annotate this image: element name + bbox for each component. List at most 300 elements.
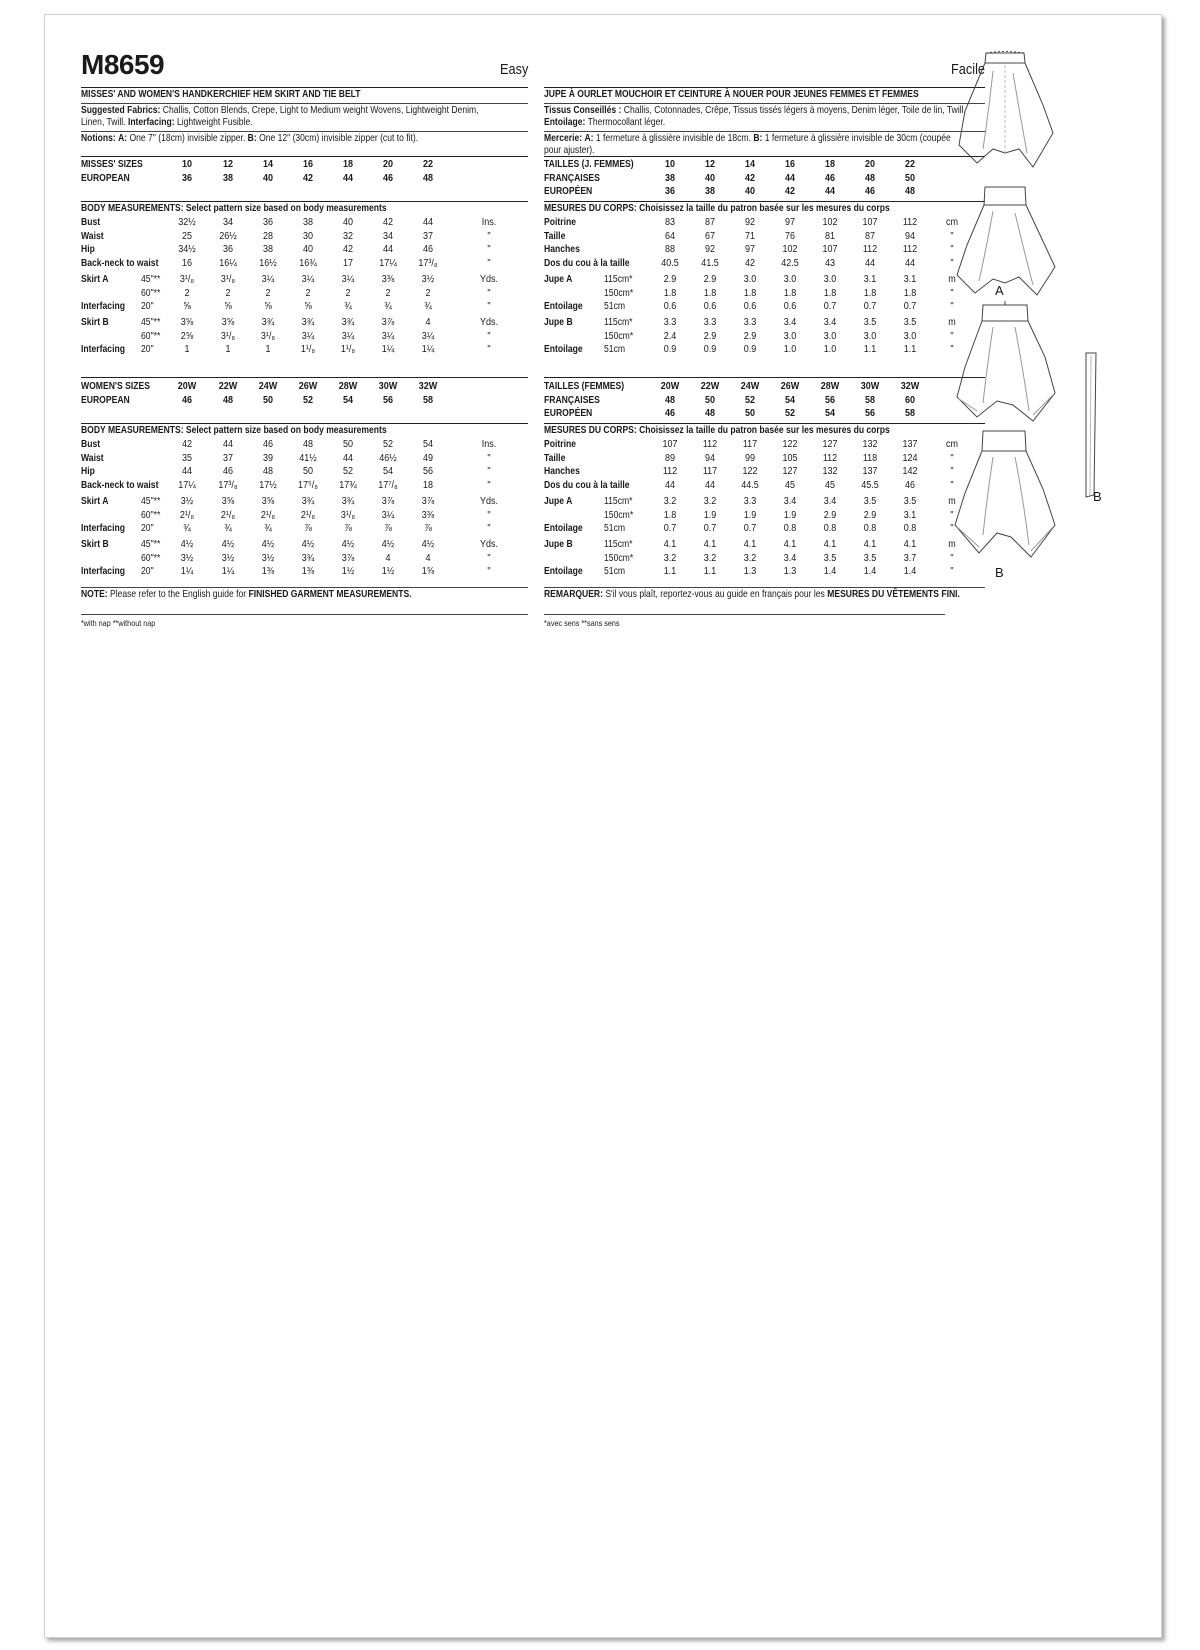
table-cell: 35 bbox=[181, 452, 193, 464]
table-cell: 36 bbox=[664, 186, 676, 197]
table-cell: 76 bbox=[784, 230, 796, 242]
table-cell: 4.1 bbox=[663, 538, 677, 550]
notions-line-fr-2: pour ajuster). bbox=[544, 145, 595, 156]
row-label: EUROPEAN bbox=[81, 172, 130, 184]
table-row bbox=[544, 230, 985, 243]
table-cell: 44 bbox=[824, 186, 836, 197]
table-cell: 54 bbox=[382, 466, 394, 478]
table-cell: 92 bbox=[704, 244, 716, 256]
table-cell: 1.8 bbox=[903, 287, 917, 299]
unit-label: " bbox=[950, 301, 954, 313]
table-cell: 118 bbox=[862, 452, 878, 464]
table-row bbox=[81, 438, 528, 451]
row-label: Taille bbox=[544, 452, 566, 464]
row-label: FRANÇAISES bbox=[544, 394, 600, 406]
row-label: Poitrine bbox=[544, 217, 577, 228]
table-row bbox=[544, 407, 985, 420]
difficulty-label: Easy bbox=[499, 61, 528, 78]
table-cell: 17¾ bbox=[339, 480, 357, 492]
table-cell: 1.1 bbox=[903, 344, 917, 356]
table-cell: 42 bbox=[382, 217, 394, 228]
table-cell: 46 bbox=[382, 172, 394, 184]
notions-line-fr: Mercerie: A: 1 fermeture à glissière invisible de 18cm. B: 1 fermeture à glissière invisible de 30cm (coupée bbox=[544, 133, 951, 144]
table-row bbox=[81, 522, 528, 535]
row-label: Hanches bbox=[544, 244, 580, 256]
table-cell: 107 bbox=[822, 244, 838, 256]
table-cell: 40 bbox=[704, 172, 716, 184]
unit-label: cm bbox=[945, 217, 959, 228]
row-label: Bust bbox=[81, 217, 101, 228]
table-cell: 3¹/₈ bbox=[260, 330, 276, 342]
table-cell: 87 bbox=[704, 217, 716, 228]
unit-label: " bbox=[950, 344, 954, 356]
fabric-width: 20" bbox=[141, 344, 154, 356]
skirt-b-back-illustration bbox=[953, 297, 1057, 425]
table-cell: 1 bbox=[225, 344, 231, 356]
table-cell: ¾ bbox=[384, 301, 392, 313]
row-label: Skirt A bbox=[81, 273, 109, 285]
table-row bbox=[81, 495, 528, 508]
table-cell: 94 bbox=[704, 452, 716, 464]
table-cell: 2 bbox=[225, 287, 231, 299]
table-cell: 2 bbox=[184, 287, 190, 299]
row-label: Skirt B bbox=[81, 316, 109, 328]
table-cell: 3.0 bbox=[783, 273, 797, 285]
table-cell: 0.6 bbox=[743, 301, 757, 313]
table-cell: 36 bbox=[181, 172, 193, 184]
fabric-width: 45"** bbox=[141, 316, 161, 328]
table-cell: 43 bbox=[824, 258, 836, 270]
table-cell: 32W bbox=[900, 381, 920, 392]
table-cell: 26W bbox=[780, 381, 800, 392]
note-line-fr: REMARQUER: S'il vous plaît, reportez-vous au guide en français pour les MESURES DU VÊTEMENTS FINI. bbox=[544, 589, 960, 600]
table-cell: 3¼ bbox=[341, 273, 355, 285]
table-cell: 54 bbox=[422, 439, 434, 450]
table-cell: 44.5 bbox=[741, 480, 759, 492]
fabrics-line-2: Linen, Twill. Interfacing: Lightweight Fusible. bbox=[81, 117, 253, 128]
table-cell: 0.7 bbox=[863, 301, 877, 313]
table-cell: 2 bbox=[305, 287, 311, 299]
pattern-title-fr: JUPE À OURLET MOUCHOIR ET CEINTURE À NOUER POUR JEUNES FEMMES ET FEMMES bbox=[544, 89, 919, 100]
unit-label: " bbox=[487, 523, 491, 535]
fabric-width: 60"** bbox=[141, 552, 161, 564]
table-cell: 17 bbox=[342, 258, 354, 270]
row-label: Entoilage bbox=[544, 566, 583, 578]
table-cell: 3¼ bbox=[341, 330, 355, 342]
table-cell: 112 bbox=[862, 244, 878, 256]
fabric-width: 60"** bbox=[141, 509, 161, 521]
table-cell: 44 bbox=[181, 466, 193, 478]
table-cell: 4.1 bbox=[743, 538, 757, 550]
table-cell: 17⁵/₈ bbox=[298, 480, 318, 492]
table-cell: 2.4 bbox=[663, 330, 677, 342]
fabrics-line-1: Suggested Fabrics: Challis, Cotton Blends, Crepe, Light to Medium weight Wovens, Lightweight Denim, bbox=[81, 105, 479, 116]
fabric-width: 20" bbox=[141, 566, 154, 578]
table-cell: 3.3 bbox=[743, 316, 757, 328]
fabric-width: 45"** bbox=[141, 495, 161, 507]
table-cell: 4 bbox=[425, 552, 431, 564]
table-cell: 4 bbox=[425, 316, 431, 328]
table-cell: 2.9 bbox=[663, 273, 677, 285]
table-row bbox=[544, 185, 985, 198]
table-cell: 17¼ bbox=[178, 480, 196, 492]
fabric-width: 115cm* bbox=[604, 538, 633, 550]
unit-label: Yds. bbox=[479, 538, 499, 550]
table-cell: 24W bbox=[258, 381, 278, 392]
table-cell: 16¾ bbox=[299, 258, 317, 270]
table-cell: ¾ bbox=[344, 301, 352, 313]
row-label: EUROPEAN bbox=[81, 394, 130, 406]
fabric-width: 115cm* bbox=[604, 316, 633, 328]
table-cell: 2¹/₈ bbox=[179, 509, 195, 521]
table-cell: 1.3 bbox=[783, 566, 797, 578]
table-cell: 3¾ bbox=[261, 316, 275, 328]
table-cell: 4.1 bbox=[783, 538, 797, 550]
table-cell: 16 bbox=[181, 258, 193, 270]
table-cell: 20W bbox=[660, 381, 680, 392]
table-cell: 39 bbox=[262, 452, 274, 464]
table-cell: 3.5 bbox=[863, 316, 877, 328]
row-label: Entoilage bbox=[544, 344, 583, 356]
table-cell: 46 bbox=[864, 186, 876, 197]
unit-label: " bbox=[487, 480, 491, 492]
row-label: Hanches bbox=[544, 466, 580, 478]
row-label: Jupe A bbox=[544, 273, 573, 285]
table-row bbox=[81, 257, 528, 270]
table-cell: 3¾ bbox=[301, 316, 315, 328]
unit-label: " bbox=[950, 244, 954, 256]
table-cell: 112 bbox=[702, 439, 718, 450]
table-cell: 3.0 bbox=[743, 273, 757, 285]
table-cell: 67 bbox=[704, 230, 716, 242]
table-row bbox=[81, 230, 528, 243]
table-cell: 50 bbox=[744, 408, 756, 419]
row-label: Entoilage bbox=[544, 301, 583, 313]
table-cell: 56 bbox=[382, 394, 394, 406]
table-row bbox=[81, 287, 528, 300]
table-cell: 4.1 bbox=[903, 538, 917, 550]
table-cell: 3¼ bbox=[421, 330, 435, 342]
view-b-label: B bbox=[995, 565, 1004, 580]
table-cell: 132 bbox=[862, 439, 878, 450]
table-row bbox=[544, 509, 985, 522]
table-cell: ⅝ bbox=[264, 301, 272, 313]
table-row bbox=[81, 452, 528, 465]
table-cell: 50 bbox=[904, 172, 916, 184]
note-line: NOTE: Please refer to the English guide for FINISHED GARMENT MEASUREMENTS. bbox=[81, 589, 412, 600]
table-cell: 0.8 bbox=[863, 523, 877, 535]
table-cell: 4½ bbox=[261, 538, 275, 550]
table-cell: 3.5 bbox=[903, 495, 917, 507]
table-cell: 2.9 bbox=[823, 509, 837, 521]
unit-label: Ins. bbox=[481, 217, 497, 228]
unit-label: " bbox=[950, 258, 954, 270]
table-row bbox=[544, 273, 985, 286]
table-cell: 1⅜ bbox=[261, 566, 275, 578]
table-cell: 1.8 bbox=[663, 287, 677, 299]
row-label: Skirt B bbox=[81, 538, 109, 550]
table-cell: 122 bbox=[782, 439, 798, 450]
table-cell: 34½ bbox=[178, 244, 196, 256]
row-label: Back-neck to waist bbox=[81, 258, 159, 270]
table-cell: 127 bbox=[782, 466, 798, 478]
table-cell: 3¾ bbox=[301, 552, 315, 564]
table-cell: 0.8 bbox=[783, 523, 797, 535]
table-cell: 41½ bbox=[299, 452, 317, 464]
table-cell: 44 bbox=[784, 172, 796, 184]
table-row bbox=[544, 538, 985, 551]
table-row bbox=[544, 479, 985, 492]
table-cell: 3.3 bbox=[703, 316, 717, 328]
fabric-width: 115cm* bbox=[604, 495, 633, 507]
table-cell: 45 bbox=[824, 480, 836, 492]
fabric-width: 20" bbox=[141, 523, 154, 535]
table-cell: 46 bbox=[904, 480, 916, 492]
table-row bbox=[544, 452, 985, 465]
table-cell: 2 bbox=[425, 287, 431, 299]
table-cell: 1.8 bbox=[863, 287, 877, 299]
table-cell: 117 bbox=[702, 466, 718, 478]
interfacing-line-fr: Entoilage: Thermocollant léger. bbox=[544, 117, 666, 128]
table-cell: 3⅝ bbox=[261, 495, 275, 507]
fabrics-line-fr: Tissus Conseillés : Challis, Cotonnades, Crêpe, Tissus tissés légers à moyens, Denim léger, Toile de lin, Twill. bbox=[544, 105, 966, 116]
table-cell: 1.1 bbox=[863, 344, 877, 356]
table-cell: 1.8 bbox=[823, 287, 837, 299]
table-cell: 44 bbox=[422, 217, 434, 228]
table-cell: 16½ bbox=[259, 258, 277, 270]
fabric-width: 60"** bbox=[141, 330, 161, 342]
unit-label: m bbox=[948, 538, 956, 550]
row-label: Dos du cou à la taille bbox=[544, 258, 630, 270]
table-row bbox=[81, 330, 528, 343]
table-cell: 22W bbox=[700, 381, 720, 392]
row-label: EUROPÉEN bbox=[544, 408, 593, 419]
table-cell: 1⅜ bbox=[301, 566, 315, 578]
table-cell: 1.8 bbox=[703, 287, 717, 299]
table-cell: 3¼ bbox=[381, 509, 395, 521]
table-cell: 3.3 bbox=[743, 495, 757, 507]
table-row bbox=[544, 287, 985, 300]
difficulty-label-fr: Facile bbox=[950, 61, 985, 78]
table-cell: 1.8 bbox=[663, 509, 677, 521]
table-cell: 17¼ bbox=[379, 258, 397, 270]
table-cell: 3⅝ bbox=[221, 495, 235, 507]
unit-label: cm bbox=[945, 439, 959, 450]
table-cell: 36 bbox=[262, 217, 274, 228]
unit-label: Yds. bbox=[479, 316, 499, 328]
table-cell: 28W bbox=[820, 381, 840, 392]
skirt-a-front-illustration bbox=[953, 185, 1057, 303]
table-cell: 3.0 bbox=[783, 330, 797, 342]
table-cell: 137 bbox=[902, 439, 918, 450]
table-cell: 99 bbox=[744, 452, 756, 464]
table-cell: 20W bbox=[177, 381, 197, 392]
table-cell: 50 bbox=[302, 466, 314, 478]
table-cell: 3¹/₈ bbox=[220, 330, 236, 342]
table-cell: 3.2 bbox=[663, 552, 677, 564]
row-label: Skirt A bbox=[81, 495, 109, 507]
table-row bbox=[81, 273, 528, 286]
row-label: TAILLES (J. FEMMES) bbox=[544, 159, 634, 170]
table-row bbox=[81, 565, 528, 578]
unit-label: Yds. bbox=[479, 495, 499, 507]
table-cell: 142 bbox=[902, 466, 918, 478]
table-cell: 3.5 bbox=[863, 495, 877, 507]
table-row bbox=[544, 330, 985, 343]
table-cell: 44 bbox=[864, 258, 876, 270]
table-cell: 112 bbox=[902, 244, 918, 256]
unit-label: " bbox=[487, 230, 491, 242]
unit-label: m bbox=[948, 273, 956, 285]
table-cell: 20 bbox=[864, 159, 876, 170]
table-cell: 25 bbox=[181, 230, 193, 242]
table-cell: 38 bbox=[664, 172, 676, 184]
table-cell: 102 bbox=[782, 244, 798, 256]
row-label: WOMEN'S SIZES bbox=[81, 381, 150, 392]
table-cell: 3¼ bbox=[301, 330, 315, 342]
table-row bbox=[544, 316, 985, 329]
table-cell: 112 bbox=[902, 217, 918, 228]
table-cell: 10 bbox=[181, 159, 193, 170]
table-cell: 42 bbox=[744, 258, 756, 270]
table-row bbox=[544, 243, 985, 256]
table-cell: 46 bbox=[664, 408, 676, 419]
table-cell: 3.4 bbox=[783, 495, 797, 507]
table-cell: 0.9 bbox=[743, 344, 757, 356]
table-row bbox=[544, 495, 985, 508]
table-cell: ¾ bbox=[183, 523, 191, 535]
table-cell: 48 bbox=[904, 186, 916, 197]
pattern-title: MISSES' AND WOMEN'S HANDKERCHIEF HEM SKIRT AND TIE BELT bbox=[81, 89, 361, 100]
table-cell: 1.9 bbox=[743, 509, 757, 521]
table-cell: 42 bbox=[784, 186, 796, 197]
table-cell: 32½ bbox=[178, 217, 196, 228]
row-label: Entoilage bbox=[544, 523, 583, 535]
table-cell: 107 bbox=[662, 439, 678, 450]
table-cell: 4½ bbox=[341, 538, 355, 550]
skirt-a-back-illustration bbox=[950, 49, 1057, 181]
table-cell: 3¼ bbox=[301, 273, 315, 285]
table-cell: 52 bbox=[744, 394, 756, 406]
table-cell: 46 bbox=[824, 172, 836, 184]
table-cell: ⅞ bbox=[344, 523, 352, 535]
table-cell: 46 bbox=[181, 394, 193, 406]
table-cell: 4½ bbox=[421, 538, 435, 550]
skirt-b-front-illustration bbox=[951, 427, 1057, 561]
table-cell: 37 bbox=[222, 452, 234, 464]
table-cell: 3⅞ bbox=[381, 495, 395, 507]
table-cell: 102 bbox=[822, 217, 838, 228]
table-cell: 58 bbox=[422, 394, 434, 406]
unit-label: " bbox=[487, 466, 491, 478]
table-cell: 4.1 bbox=[863, 538, 877, 550]
table-cell: 3⅜ bbox=[381, 273, 395, 285]
table-cell: 2.9 bbox=[743, 330, 757, 342]
table-cell: 22W bbox=[218, 381, 238, 392]
unit-label: " bbox=[487, 452, 491, 464]
table-row bbox=[81, 316, 528, 329]
table-row bbox=[81, 300, 528, 313]
row-label: Interfacing bbox=[81, 566, 125, 578]
row-label: TAILLES (FEMMES) bbox=[544, 381, 625, 392]
table-cell: 28 bbox=[262, 230, 274, 242]
table-cell: 48 bbox=[302, 439, 314, 450]
table-cell: 3¾ bbox=[301, 495, 315, 507]
table-cell: 3.7 bbox=[903, 552, 917, 564]
table-row bbox=[81, 552, 528, 565]
table-cell: 3½ bbox=[180, 552, 194, 564]
table-cell: 0.7 bbox=[703, 523, 717, 535]
table-cell: 107 bbox=[862, 217, 878, 228]
table-cell: 112 bbox=[662, 466, 678, 478]
table-cell: 46 bbox=[422, 244, 434, 256]
row-label: Taille bbox=[544, 230, 566, 242]
table-cell: 3.1 bbox=[903, 509, 917, 521]
table-cell: 49 bbox=[422, 452, 434, 464]
fabric-width: 51cm bbox=[604, 344, 626, 356]
table-cell: 50 bbox=[262, 394, 274, 406]
table-row bbox=[544, 522, 985, 535]
table-cell: 50 bbox=[342, 439, 354, 450]
table-cell: 44 bbox=[704, 480, 716, 492]
table-row bbox=[544, 158, 985, 171]
table-cell: 3.2 bbox=[703, 552, 717, 564]
table-cell: 16 bbox=[302, 159, 314, 170]
table-cell: 52 bbox=[302, 394, 314, 406]
table-cell: 3⅞ bbox=[381, 316, 395, 328]
table-cell: ⅞ bbox=[304, 523, 312, 535]
row-label: FRANÇAISES bbox=[544, 172, 600, 184]
table-row bbox=[544, 465, 985, 478]
unit-label: " bbox=[950, 452, 954, 464]
table-cell: 0.9 bbox=[703, 344, 717, 356]
table-cell: 12 bbox=[704, 159, 716, 170]
table-cell: 2 bbox=[385, 287, 391, 299]
table-row bbox=[81, 172, 528, 185]
table-row bbox=[544, 216, 985, 229]
table-cell: 3.4 bbox=[823, 495, 837, 507]
table-cell: ¾ bbox=[424, 301, 432, 313]
table-cell: 28W bbox=[338, 381, 358, 392]
table-cell: 24W bbox=[740, 381, 760, 392]
table-row bbox=[81, 216, 528, 229]
table-cell: 124 bbox=[902, 452, 918, 464]
table-cell: 3.4 bbox=[823, 316, 837, 328]
footnote: *with nap **without nap bbox=[81, 618, 156, 628]
table-cell: ⅝ bbox=[224, 301, 232, 313]
table-cell: 26W bbox=[298, 381, 318, 392]
table-cell: 40 bbox=[302, 244, 314, 256]
row-label: Interfacing bbox=[81, 523, 125, 535]
table-cell: 10 bbox=[664, 159, 676, 170]
table-cell: 4.1 bbox=[823, 538, 837, 550]
fabric-width: 115cm* bbox=[604, 273, 633, 285]
table-cell: 16¼ bbox=[219, 258, 237, 270]
table-cell: 4.1 bbox=[703, 538, 717, 550]
unit-label: " bbox=[487, 301, 491, 313]
table-cell: ⅞ bbox=[424, 523, 432, 535]
table-cell: 26½ bbox=[219, 230, 237, 242]
row-label: EUROPÉEN bbox=[544, 186, 593, 197]
table-cell: 83 bbox=[664, 217, 676, 228]
table-cell: 132 bbox=[822, 466, 838, 478]
table-cell: 117 bbox=[742, 439, 758, 450]
table-cell: 122 bbox=[742, 466, 758, 478]
unit-label: " bbox=[950, 566, 954, 578]
unit-label: m bbox=[948, 495, 956, 507]
table-cell: 3⅞ bbox=[421, 495, 435, 507]
table-cell: 38 bbox=[704, 186, 716, 197]
